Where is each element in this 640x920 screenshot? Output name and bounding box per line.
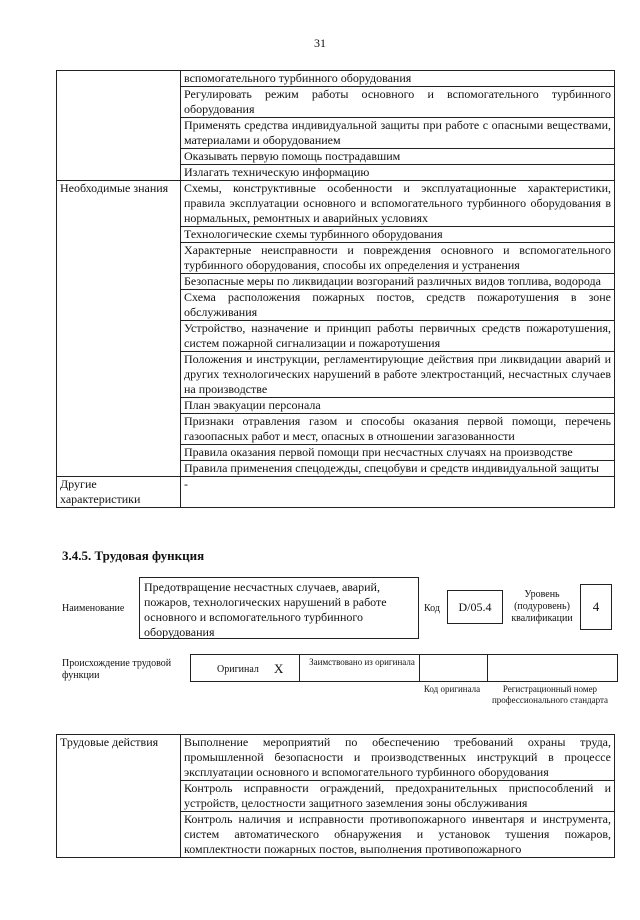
table-cell: Выполнение мероприятий по обеспечению требований охраны труда, промышленной безопасности и производственных инструкций в процессе эксплуатации основного и вспомогательного турбинного оборудования <box>181 735 615 781</box>
code-label: Код <box>424 603 440 614</box>
code-box: D/05.4 <box>447 590 503 624</box>
table-row <box>57 477 615 508</box>
table-cell: Технологические схемы турбинного оборудования <box>181 227 615 243</box>
divider <box>299 655 300 681</box>
table-cell: Регулировать режим работы основного и вспомогательного турбинного оборудования <box>181 87 615 118</box>
table-cell: Безопасные меры по ликвидации возгораний различных видов топлива, водорода <box>181 274 615 290</box>
table-cell: Схемы, конструктивные особенности и эксплуатационные характеристики, правила эксплуатации основного и вспомогательного турбинного оборудования в нормальных, ремонтных и аварийных условиях <box>181 181 615 227</box>
knowledge-table <box>56 70 615 508</box>
function-name-box: Предотвращение несчастных случаев, аварий, пожаров, технологических нарушений в работе основного и вспомогательного турбинного оборудования <box>139 577 419 639</box>
divider <box>487 655 488 681</box>
origin-table <box>190 654 618 682</box>
divider <box>419 655 420 681</box>
knowledge-label: Необходимые знания <box>57 181 181 477</box>
other-characteristics-label: Другие характеристики <box>57 477 181 508</box>
page-number: 31 <box>314 36 326 50</box>
level-box: 4 <box>580 584 612 630</box>
table-row <box>57 71 615 87</box>
table-cell: Контроль наличия и исправности противопожарного инвентаря и инструмента, систем автоматического обнаружения и установок тушения пожаров, комплектности пожарных постов, выполнения противопожарного <box>181 812 615 858</box>
table-cell: План эвакуации персонала <box>181 398 615 414</box>
table-cell: Излагать техническую информацию <box>181 165 615 181</box>
table-cell: Признаки отравления газом и способы оказания первой помощи, перечень газоопасных работ и мест, опасных в отношении загазованности <box>181 414 615 445</box>
table-cell: Правила применения спецодежды, спецобуви и средств индивидуальной защиты <box>181 461 615 477</box>
section-title: 3.4.5. Трудовая функция <box>62 548 205 563</box>
original-label: Оригинал <box>217 664 259 675</box>
table-cell-empty <box>57 71 181 181</box>
table-cell: Контроль исправности ограждений, предохранительных приспособлений и устройств, целостности защитного заземления зоны обслуживания <box>181 781 615 812</box>
table-row <box>57 181 615 227</box>
table-cell: Положения и инструкции, регламентирующие действия при ликвидации аварий и других технологических нарушений в работе электростанций, несчастных случаев на производстве <box>181 352 615 398</box>
table-cell: Характерные неисправности и повреждения основного и вспомогательного турбинного оборудования, способы их определения и устранения <box>181 243 615 274</box>
level-label: Уровень (подуровень) квалификации <box>511 589 573 624</box>
reg-number-label: Регистрационный номер профессионального стандарта <box>491 684 609 705</box>
table-cell: Правила оказания первой помощи при несчастных случаях на производстве <box>181 445 615 461</box>
code-original-label: Код оригинала <box>423 684 481 694</box>
origin-label: Происхождение трудовой функции <box>62 658 172 681</box>
other-characteristics-value: - <box>181 477 615 508</box>
actions-table <box>56 734 615 858</box>
table-row <box>57 735 615 781</box>
table-cell: вспомогательного турбинного оборудования <box>181 71 615 87</box>
table-cell: Устройство, назначение и принцип работы первичных средств пожаротушения, систем пожарной сигнализации и пожаротушения <box>181 321 615 352</box>
borrowed-label: Заимствовано из оригинала <box>309 657 415 667</box>
original-mark: X <box>274 661 284 676</box>
name-label: Наименование <box>62 603 125 614</box>
table-cell: Оказывать первую помощь пострадавшим <box>181 149 615 165</box>
table-cell: Схема расположения пожарных постов, средств пожаротушения в зоне обслуживания <box>181 290 615 321</box>
actions-label: Трудовые действия <box>57 735 181 858</box>
table-cell: Применять средства индивидуальной защиты при работе с опасными веществами, материалами и оборудованием <box>181 118 615 149</box>
